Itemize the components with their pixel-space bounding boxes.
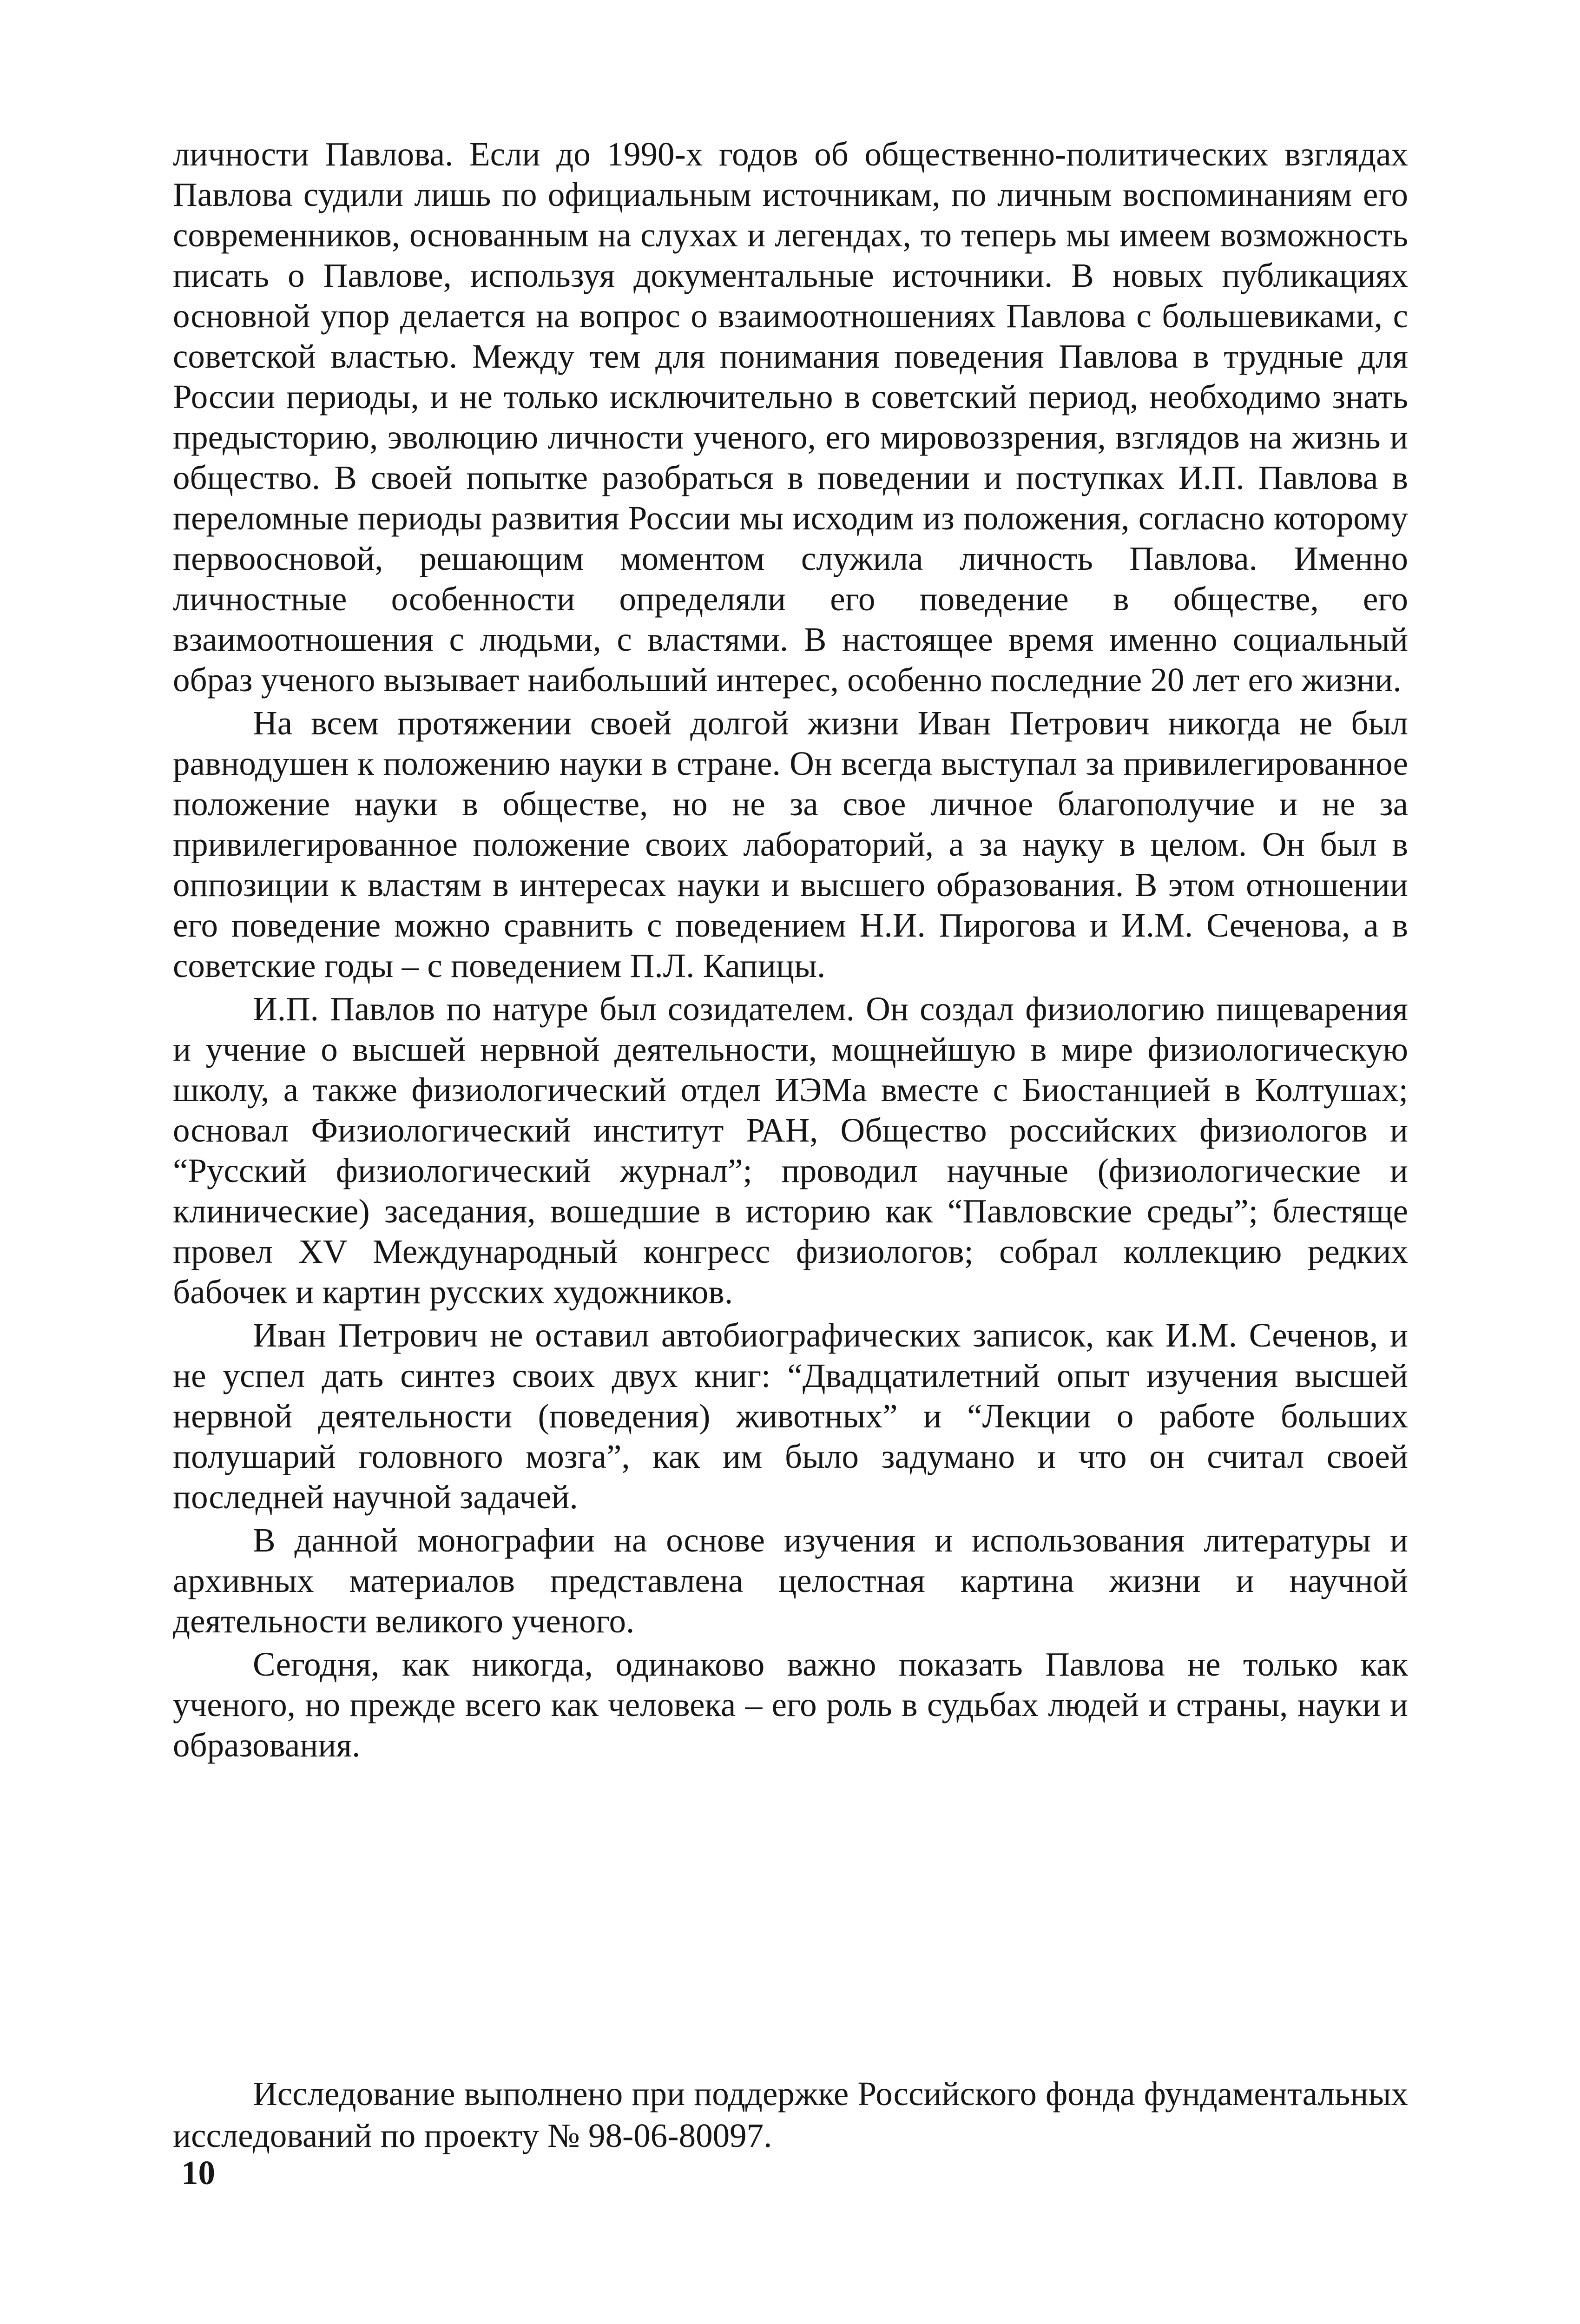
paragraph-continuation: личности Павлова. Если до 1990-х годов об общественно-политических взглядах Павлова судили лишь по официальным источникам, по личным воспоминаниям его современников, основанным на слухах и легендах, то теперь мы имеем возможность писать о Павлове, используя документальные источники. В новых публикациях основной упор делается на вопрос о взаимоотношениях Павлова с большевиками, с советской властью. Между тем для понимания поведения Павлова в трудные для России периоды, и не только исключительно в советский период, необходимо знать предысторию, эволюцию личности ученого, его мировоззрения, взглядов на жизнь и общество. В своей попытке разобраться в поведении и поступках И.П. Павлова в переломные периоды развития России мы исходим из положения, согласно которому первоосновой, решающим моментом служила личность Павлова. Именно личностные особенности определяли его поведение в обществе, его взаимоотношения с людьми, с властями. В настоящее время именно социальный образ ученого вызывает наибольший интерес, особенно последние 20 лет его жизни. [173, 135, 1408, 699]
paragraph-today: Сегодня, как никогда, одинаково важно показать Павлова не только как ученого, но прежде всего как человека – его роль в судьбах людей и страны, науки и образования. [173, 1645, 1408, 1764]
paragraph-monograph: В данной монографии на основе изучения и использования литературы и архивных материалов представлена целостная картина жизни и научной деятельности великого ученого. [173, 1521, 1408, 1640]
page-number: 10 [181, 2154, 215, 2192]
main-text [173, 134, 1408, 1765]
paragraph-creator: И.П. Павлов по натуре был созидателем. Он создал физиологию пищеварения и учение о высшей нервной деятельности, мощнейшую в мире физиологическую школу, а также физиологический отдел ИЭМа вместе с Биостанцией в Колтушах; основал Физиологический институт РАН, Общество российских физиологов и “Русский физиологический журнал”; проводил научные (физиологические и клинические) заседания, вошедшие в историю как “Павловские среды”; блестяще провел XV Международный конгресс физиологов; собрал коллекцию редких бабочек и картин русских художников. [173, 990, 1408, 1311]
funding-note: Исследование выполнено при поддержке Российского фонда фундаментальных исследований по проекту № 98-06-80097. [173, 2075, 1408, 2154]
paragraph-science-position: На всем протяжении своей долгой жизни Иван Петрович никогда не был равнодушен к положению науки в стране. Он всегда выступал за привилегированное положение науки в обществе, но не за свое личное благополучие и не за привилегированное положение своих лабораторий, а за науку в целом. Он был в оппозиции к властям в интересах науки и высшего образования. В этом отношении его поведение можно сравнить с поведением Н.И. Пирогова и И.М. Сеченова, а в советские годы – с поведением П.Л. Капицы. [173, 704, 1408, 984]
paragraph-no-memoirs: Иван Петрович не оставил автобиографических записок, как И.М. Сеченов, и не успел дать синтез своих двух книг: “Двадцатилетний опыт изучения высшей нервной деятельности (поведения) животных” и “Лекции о работе больших полушарий головного мозга”, как им было задумано и что он считал своей последней научной задачей. [173, 1316, 1408, 1516]
